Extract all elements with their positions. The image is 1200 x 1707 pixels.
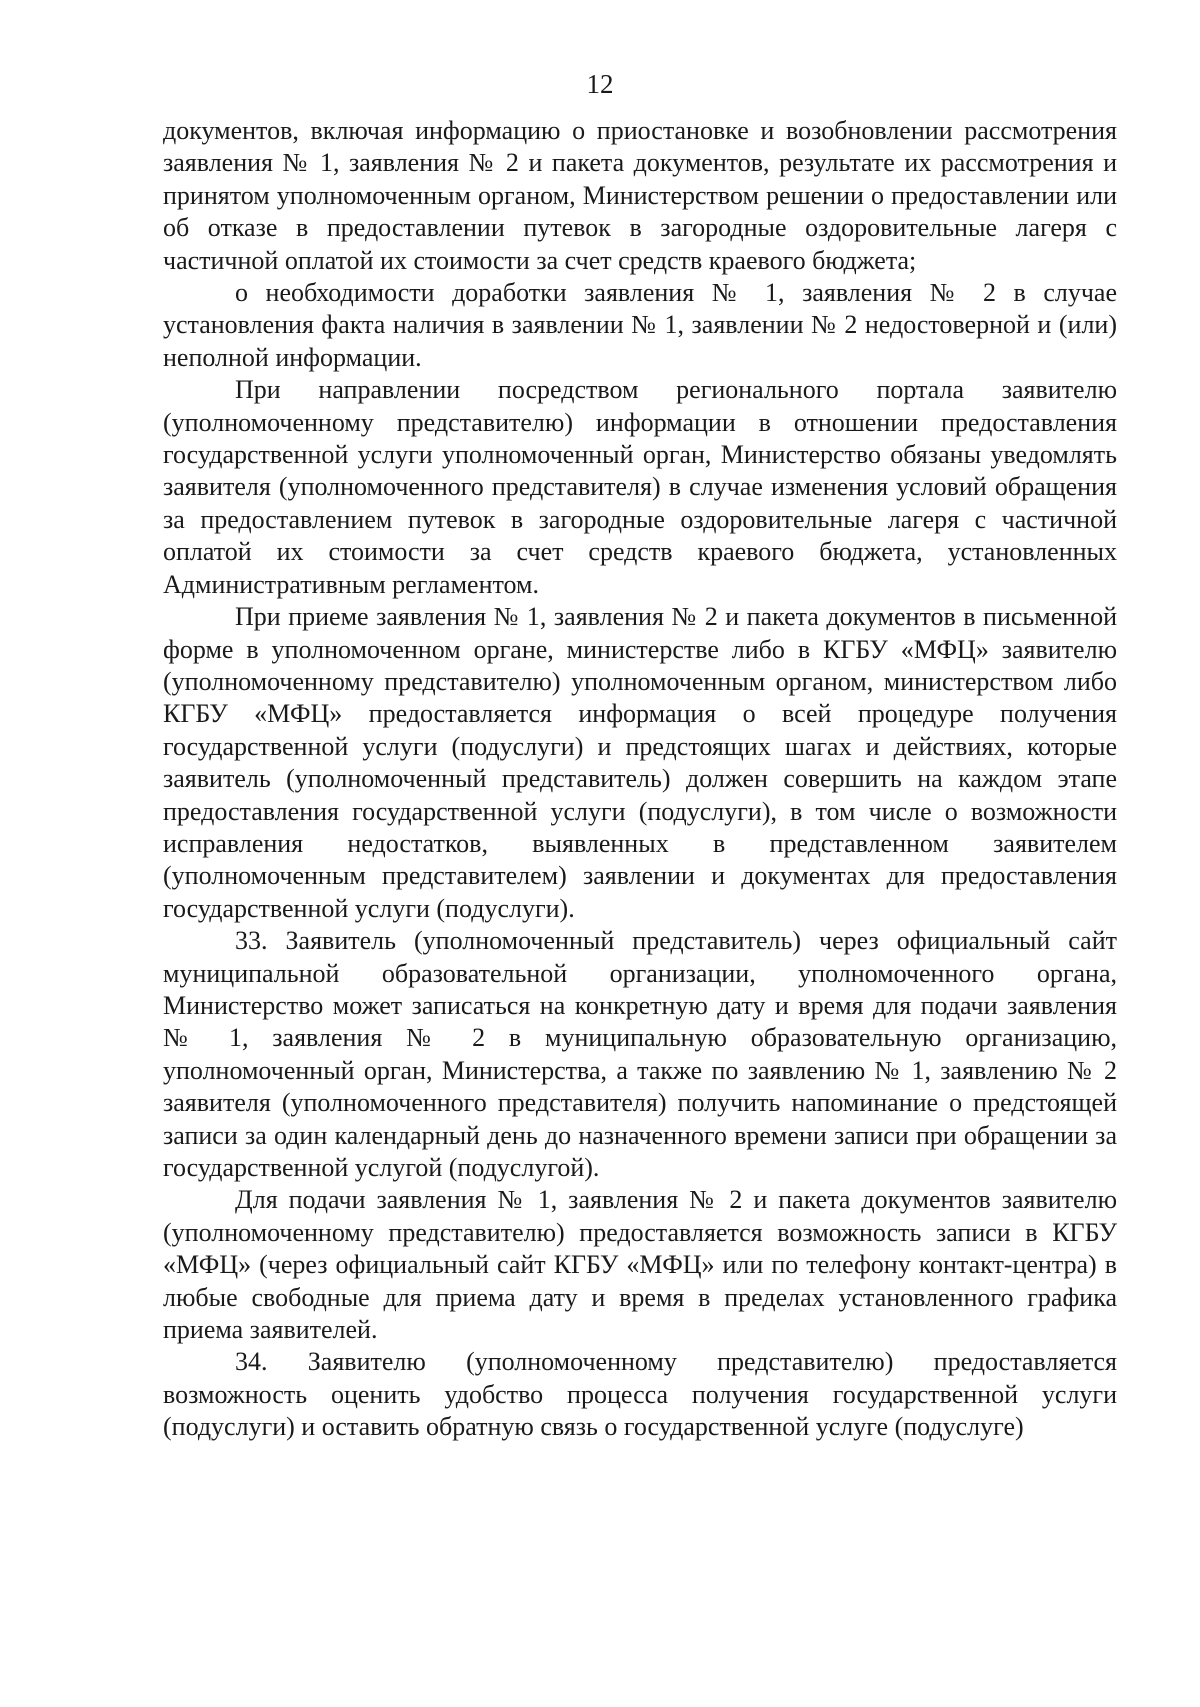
paragraph-written-application: При приеме заявления № 1, заявления № 2 и пакета документов в письменной форме в уполномоченном органе, министерстве либо в КГБУ «МФЦ» заявителю (уполномоченному представителю) уполномоченным органом, министерством либо КГБУ «МФЦ» предоставляется информация о всей процедуре получения государственной услуги (подуслуги) и предстоящих шагах и действиях, которые заявитель (уполномоченный представитель) должен совершить на каждом этапе предоставления государственной услуги (подуслуги), в том числе о возможности исправления недостатков, выявленных в представленном заявителем (уполномоченным представителем) заявлении и документах для предоставления государственной услуги (подуслуги). [163,602,1117,923]
paragraph-mfc-appointment: Для подачи заявления № 1, заявления № 2 и пакета документов заявителю (уполномоченному представителю) предоставляется возможность записи в КГБУ «МФЦ» (через официальный сайт КГБУ «МФЦ» или по телефону контакт-центра) в любые свободные для приема дату и время в пределах установленного графика приема заявителей. [163,1185,1117,1345]
body-text [163,115,1117,1444]
paragraph-item-33: 33. Заявитель (уполномоченный представитель) через официальный сайт муниципальной образовательной организации, уполномоченного органа, Министерство может записаться на конкретную дату и время для подачи заявления № 1, заявления № 2 в муниципальную образовательную организацию, уполномоченный орган, Министерства, а также по заявлению № 1, заявлению № 2 заявителя (уполномоченного представителя) получить напоминание о предстоящей записи за один календарный день до назначенного времени записи при обращении за государственной услугой (подуслугой). [163,926,1117,1182]
paragraph-portal-notification: При направлении посредством регионального портала заявителю (уполномоченному представителю) информации в отношении предоставления государственной услуги уполномоченный орган, Министерство обязаны уведомлять заявителя (уполномоченного представителя) в случае изменения условий обращения за предоставлением путевок в загородные оздоровительные лагеря с частичной оплатой их стоимости за счет средств краевого бюджета, установленных Административным регламентом. [163,375,1117,599]
paragraph-continuation: документов, включая информацию о приостановке и возобновлении рассмотрения заявления № 1, заявления № 2 и пакета документов, результате их рассмотрения и принятом уполномоченным органом, Министерством решении о предоставлении или об отказе в предоставлении путевок в загородные оздоровительные лагеря с частичной оплатой их стоимости за счет средств краевого бюджета; [163,116,1117,275]
paragraph-revision-notice: о необходимости доработки заявления № 1, заявления № 2 в случае установления факта наличия в заявлении № 1, заявлении № 2 недостоверной и (или) неполной информации. [163,278,1117,372]
paragraph-item-34: 34. Заявителю (уполномоченному представителю) предоставляется возможность оценить удобство процесса получения государственной услуги (подуслуги) и оставить обратную связь о государственной услуге (подуслуге) [163,1347,1117,1442]
page-number: 12 [586,69,614,99]
